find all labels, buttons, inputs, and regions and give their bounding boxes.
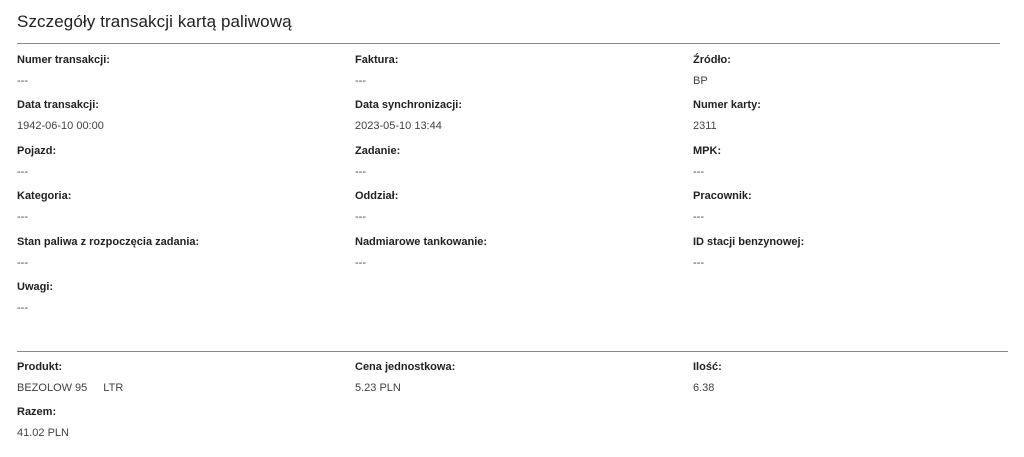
field-label: ID stacji benzynowej:: [693, 236, 805, 248]
field-stan-paliwa: [17, 235, 337, 270]
field-kategoria: [17, 189, 337, 224]
field-value: 41.02 PLN: [17, 427, 69, 439]
field-cena-jednostkowa: [355, 360, 675, 395]
field-value: ---: [355, 257, 366, 269]
field-label: Faktura:: [355, 54, 399, 66]
field-pracownik: [693, 189, 1013, 224]
field-data-transakcji: [17, 98, 337, 133]
field-label: MPK:: [693, 145, 722, 157]
field-data-synchronizacji: [355, 98, 675, 133]
page-title: Szczegóły transakcji kartą paliwową: [17, 12, 292, 31]
field-value: [17, 381, 337, 395]
field-numer-transakcji: [17, 53, 337, 88]
field-oddzial: [355, 189, 675, 224]
field-nadmiarowe-tankowanie: [355, 235, 675, 270]
field-faktura: [355, 53, 675, 88]
field-label: Cena jednostkowa:: [355, 361, 456, 373]
field-value: 2311: [693, 120, 717, 132]
field-value: ---: [17, 75, 28, 87]
field-value: 1942-06-10 00:00: [17, 120, 104, 132]
field-value: ---: [355, 75, 366, 87]
field-value: BP: [693, 75, 708, 87]
field-label: Numer karty:: [693, 99, 761, 111]
field-label: Pojazd:: [17, 145, 57, 157]
field-value: ---: [693, 211, 704, 223]
field-zrodlo: [693, 53, 1013, 88]
field-label: Produkt:: [17, 361, 63, 373]
field-ilosc: [693, 360, 1013, 395]
field-value: 6.38: [693, 382, 715, 394]
field-label: Data transakcji:: [17, 99, 99, 111]
field-value: ---: [17, 211, 28, 223]
product-unit: LTR: [103, 382, 124, 394]
header-divider: [17, 43, 1000, 44]
product-divider: [17, 351, 1008, 352]
field-label: Razem:: [17, 406, 57, 418]
field-value: ---: [693, 166, 704, 178]
field-label: Data synchronizacji:: [355, 99, 462, 111]
field-mpk: [693, 144, 1013, 179]
field-value: ---: [355, 211, 366, 223]
field-value: ---: [17, 302, 28, 314]
field-produkt: [17, 360, 337, 395]
field-value: 2023-05-10 13:44: [355, 120, 442, 132]
field-pojazd: [17, 144, 337, 179]
field-label: Numer transakcji:: [17, 54, 110, 66]
field-numer-karty: [693, 98, 1013, 133]
field-label: Zadanie:: [355, 145, 401, 157]
field-value: ---: [17, 166, 28, 178]
field-value: ---: [693, 257, 704, 269]
field-label: Oddział:: [355, 190, 399, 202]
field-razem: [17, 405, 337, 440]
field-label: Źródło:: [693, 54, 731, 66]
field-value: ---: [17, 257, 28, 269]
field-label: Pracownik:: [693, 190, 752, 202]
field-zadanie: [355, 144, 675, 179]
field-label: Nadmiarowe tankowanie:: [355, 236, 488, 248]
field-label: Stan paliwa z rozpoczęcia zadania:: [17, 236, 200, 248]
field-id-stacji: [693, 235, 1013, 270]
field-label: Uwagi:: [17, 281, 54, 293]
field-value: 5.23 PLN: [355, 382, 401, 394]
field-label: Ilość:: [693, 361, 722, 373]
field-value: ---: [355, 166, 366, 178]
product-name: BEZOLOW 95: [17, 382, 88, 394]
field-label: Kategoria:: [17, 190, 72, 202]
field-uwagi: [17, 280, 337, 315]
